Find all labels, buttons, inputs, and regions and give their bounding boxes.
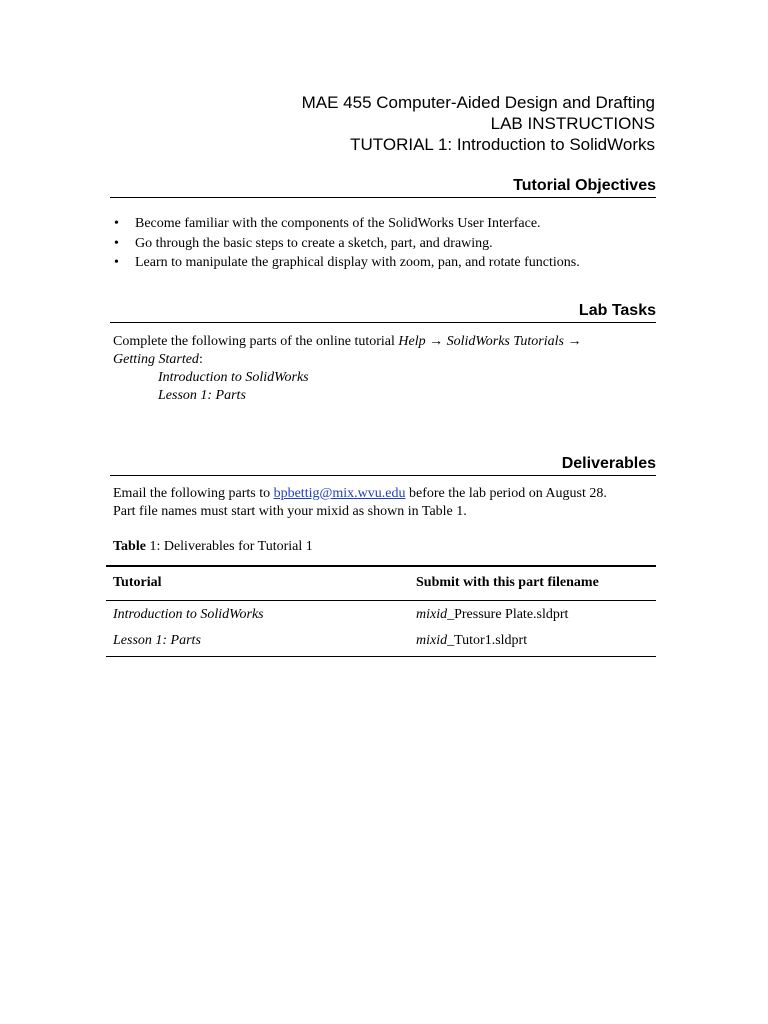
deliverables-body [113, 485, 658, 521]
menu-path-getting-started: Getting Started [113, 352, 199, 367]
list-item: • Become familiar with the components of the SolidWorks User Interface. [114, 214, 580, 234]
arrow-right-icon: → [567, 334, 582, 349]
bullet-icon: • [114, 216, 119, 231]
course-title: MAE 455 Computer-Aided Design and Drafting [301, 93, 655, 112]
lab-instructions-label: LAB INSTRUCTIONS [490, 114, 655, 133]
task-item: Introduction to SolidWorks [158, 370, 309, 385]
column-header-filename: Submit with this part filename [409, 566, 656, 601]
tutorial-title: TUTORIAL 1: Introduction to SolidWorks [350, 135, 655, 154]
deliverables-heading: Deliverables [110, 454, 656, 476]
email-link[interactable]: bpbettig@mix.wvu.edu [273, 486, 406, 501]
menu-path-tutorials: SolidWorks Tutorials [446, 334, 564, 349]
tutorial-cell: Introduction to SolidWorks [113, 607, 264, 622]
lab-tasks-body [113, 333, 658, 405]
table-header-row [106, 566, 656, 601]
menu-path-help: Help [398, 334, 426, 349]
objectives-list [114, 214, 580, 273]
tutorial-cell: Lesson 1: Parts [106, 628, 409, 657]
table-caption: Table 1: Deliverables for Tutorial 1 [113, 539, 313, 554]
lab-tasks-heading: Lab Tasks [110, 301, 656, 323]
document-header [302, 92, 655, 155]
column-header-tutorial: Tutorial [106, 566, 409, 601]
table-row [106, 601, 656, 629]
lab-tasks-intro-cont: Getting Started: [113, 352, 203, 367]
deliverables-table [106, 565, 656, 657]
bullet-icon: • [114, 255, 119, 270]
arrow-right-icon: → [429, 334, 444, 349]
list-item: • Learn to manipulate the graphical display with zoom, pan, and rotate functions. [114, 253, 580, 273]
list-item: • Go through the basic steps to create a sketch, part, and drawing. [114, 234, 580, 254]
filename-cell: mixid_Tutor1.sldprt [409, 628, 656, 657]
bullet-icon: • [114, 235, 119, 251]
deliverables-email-line: Email the following parts to bpbettig@mix.wvu.edu before the lab period on August 28. [113, 486, 607, 501]
table-row [106, 628, 656, 657]
filename-cell: mixid_Pressure Plate.sldprt [416, 607, 569, 622]
task-item: Lesson 1: Parts [158, 388, 246, 403]
objectives-heading: Tutorial Objectives [110, 176, 656, 198]
deliverables-naming-line: Part file names must start with your mixid as shown in Table 1. [113, 504, 467, 519]
lab-tasks-intro: Complete the following parts of the online tutorial Help → SolidWorks Tutorials → [113, 334, 582, 349]
